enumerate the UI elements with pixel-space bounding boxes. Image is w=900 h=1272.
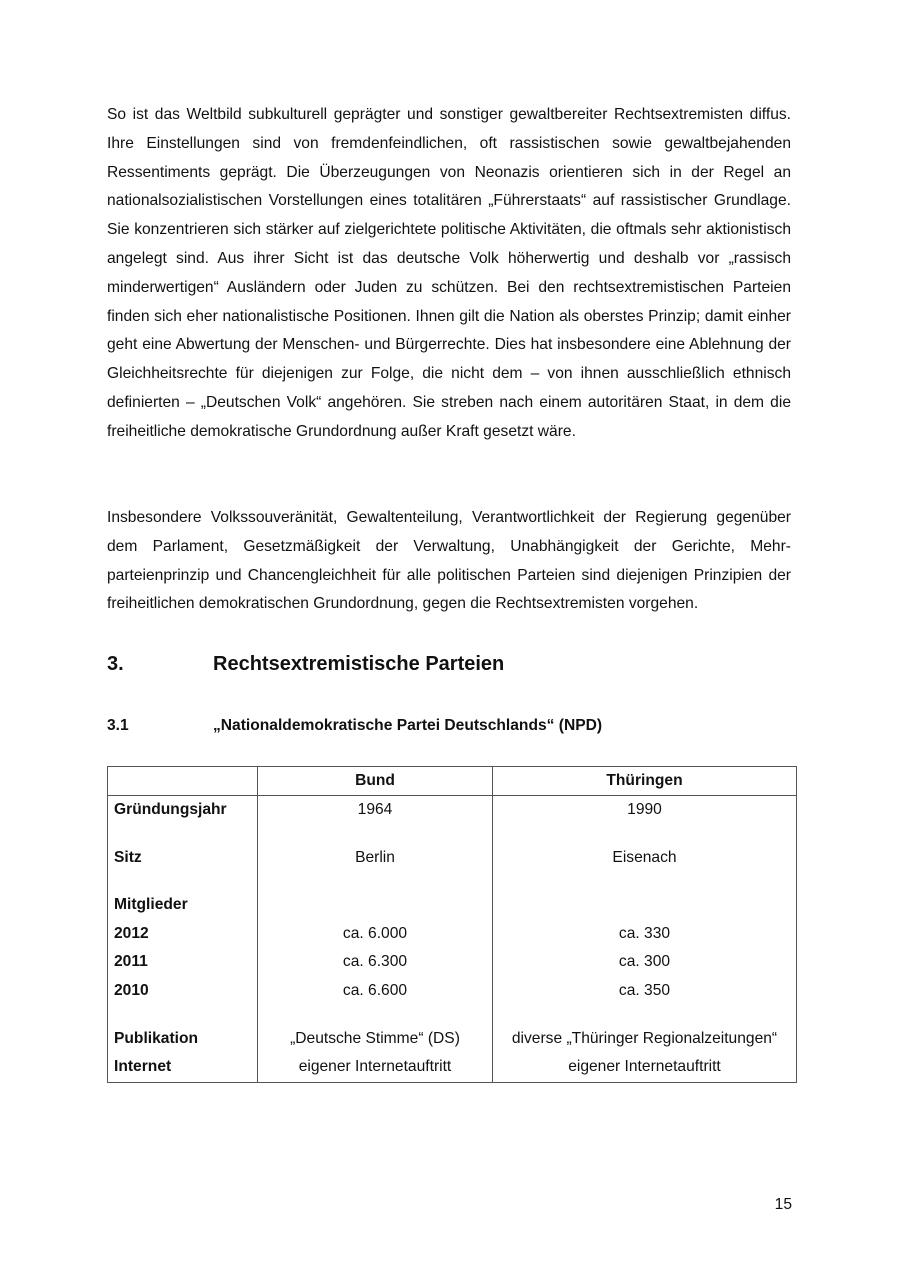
table-spacer-row bbox=[108, 825, 797, 844]
cell-bund: ca. 6.000 bbox=[258, 920, 493, 949]
table-row bbox=[108, 920, 797, 949]
table-row bbox=[108, 1025, 797, 1054]
section-number: 3. bbox=[107, 653, 124, 675]
subsection-number: 3.1 bbox=[107, 717, 129, 734]
table-header-row bbox=[108, 767, 797, 796]
npd-facts-table bbox=[107, 766, 797, 1083]
cell-thueringen: diverse „Thüringer Regionalzeitungen“ bbox=[493, 1025, 797, 1054]
cell-bund: ca. 6.600 bbox=[258, 977, 493, 1006]
row-label: Mitglieder bbox=[108, 891, 258, 920]
cell-bund: „Deutsche Stimme“ (DS) bbox=[258, 1025, 493, 1054]
cell-thueringen: eigener Internetauftritt bbox=[493, 1053, 797, 1082]
cell-thueringen: ca. 330 bbox=[493, 920, 797, 949]
table-row bbox=[108, 1053, 797, 1082]
page-number: 15 bbox=[774, 1196, 792, 1213]
cell-thueringen: ca. 300 bbox=[493, 948, 797, 977]
section-title: Rechtsextremistische Parteien bbox=[213, 653, 505, 675]
subsection-title: „Nationaldemokratische Partei Deutschlands“ (NPD) bbox=[213, 717, 603, 734]
row-label: 2011 bbox=[108, 948, 258, 977]
table-row bbox=[108, 891, 797, 920]
cell-bund: 1964 bbox=[258, 796, 493, 825]
paragraph-principles: Insbesondere Volkssouveränität, Gewaltenteilung, Verantwortlichkeit der Regierung gegenüber dem Parlament, Gesetzmäßigkeit der Verwaltung, Unabhängigkeit der Gerichte, Mehrparteienprinzip und Chancengleichheit für alle politischen Parteien sind diejenigen Prinzipien der freiheitlichen demokratischen Grundordnung, gegen die Rechtsextremisten vorgehen. bbox=[107, 509, 791, 613]
table-row bbox=[108, 948, 797, 977]
header-bund: Bund bbox=[258, 767, 493, 796]
cell-bund: eigener Internetauftritt bbox=[258, 1053, 493, 1082]
header-thueringen: Thüringen bbox=[493, 767, 797, 796]
subsection-heading bbox=[107, 714, 602, 738]
paragraph-worldview: So ist das Weltbild subkulturell geprägter und sonstiger gewaltbereiter Rechtsextremisten diffus. Ihre Einstellungen sind von fremdenfeindlichen, oft rassistischen sowie gewaltbejahenden Ressentiments geprägt. Die Überzeugungen von Neonazis orientieren sich in der Regel an nationalsozialistischen Vorstellungen eines totalitären „Führerstaats“ auf rassistischer Grundlage. Sie konzentrieren sich stärker auf zielgerichtete politische Aktivitäten, die oftmals sehr aktionistisch angelegt sind. Aus ihrer Sicht ist das deutsche Volk höherwertig und deshalb vor „rassisch minderwertigen“ Ausländern oder Juden zu schützen. Bei den rechtsextremistischen Parteien finden sich eher nationalistische Positionen. Ihnen gilt die Nation als oberstes Prinzip; damit einher geht eine Abwertung der Menschen- und Bürgerrechte. Dies hat insbesondere eine Ablehnung der Gleichheitsrechte für diejenigen zur Folge, die nicht dem – von ihnen ausschließlich ethnisch definierten – „Deutschen Volk“ angehören. Sie streben nach einem autoritären Staat, in dem die freiheitliche demokratische Grundordnung außer Kraft gesetzt wäre. bbox=[107, 106, 791, 440]
cell-bund: ca. 6.300 bbox=[258, 948, 493, 977]
table-spacer-row bbox=[108, 1006, 797, 1025]
row-label: 2012 bbox=[108, 920, 258, 949]
table-row bbox=[108, 977, 797, 1006]
table-row bbox=[108, 844, 797, 873]
row-label: Publikation bbox=[108, 1025, 258, 1054]
cell-thueringen: Eisenach bbox=[493, 844, 797, 873]
row-label: 2010 bbox=[108, 977, 258, 1006]
cell-bund: Berlin bbox=[258, 844, 493, 873]
row-label: Internet bbox=[108, 1053, 258, 1082]
row-label: Gründungsjahr bbox=[108, 796, 258, 825]
table-row bbox=[108, 796, 797, 825]
cell-thueringen: 1990 bbox=[493, 796, 797, 825]
section-heading bbox=[107, 650, 504, 678]
header-empty bbox=[108, 767, 258, 796]
row-label: Sitz bbox=[108, 844, 258, 873]
table-spacer-row bbox=[108, 872, 797, 891]
cell-thueringen: ca. 350 bbox=[493, 977, 797, 1006]
cell-thueringen bbox=[493, 891, 797, 920]
cell-bund bbox=[258, 891, 493, 920]
